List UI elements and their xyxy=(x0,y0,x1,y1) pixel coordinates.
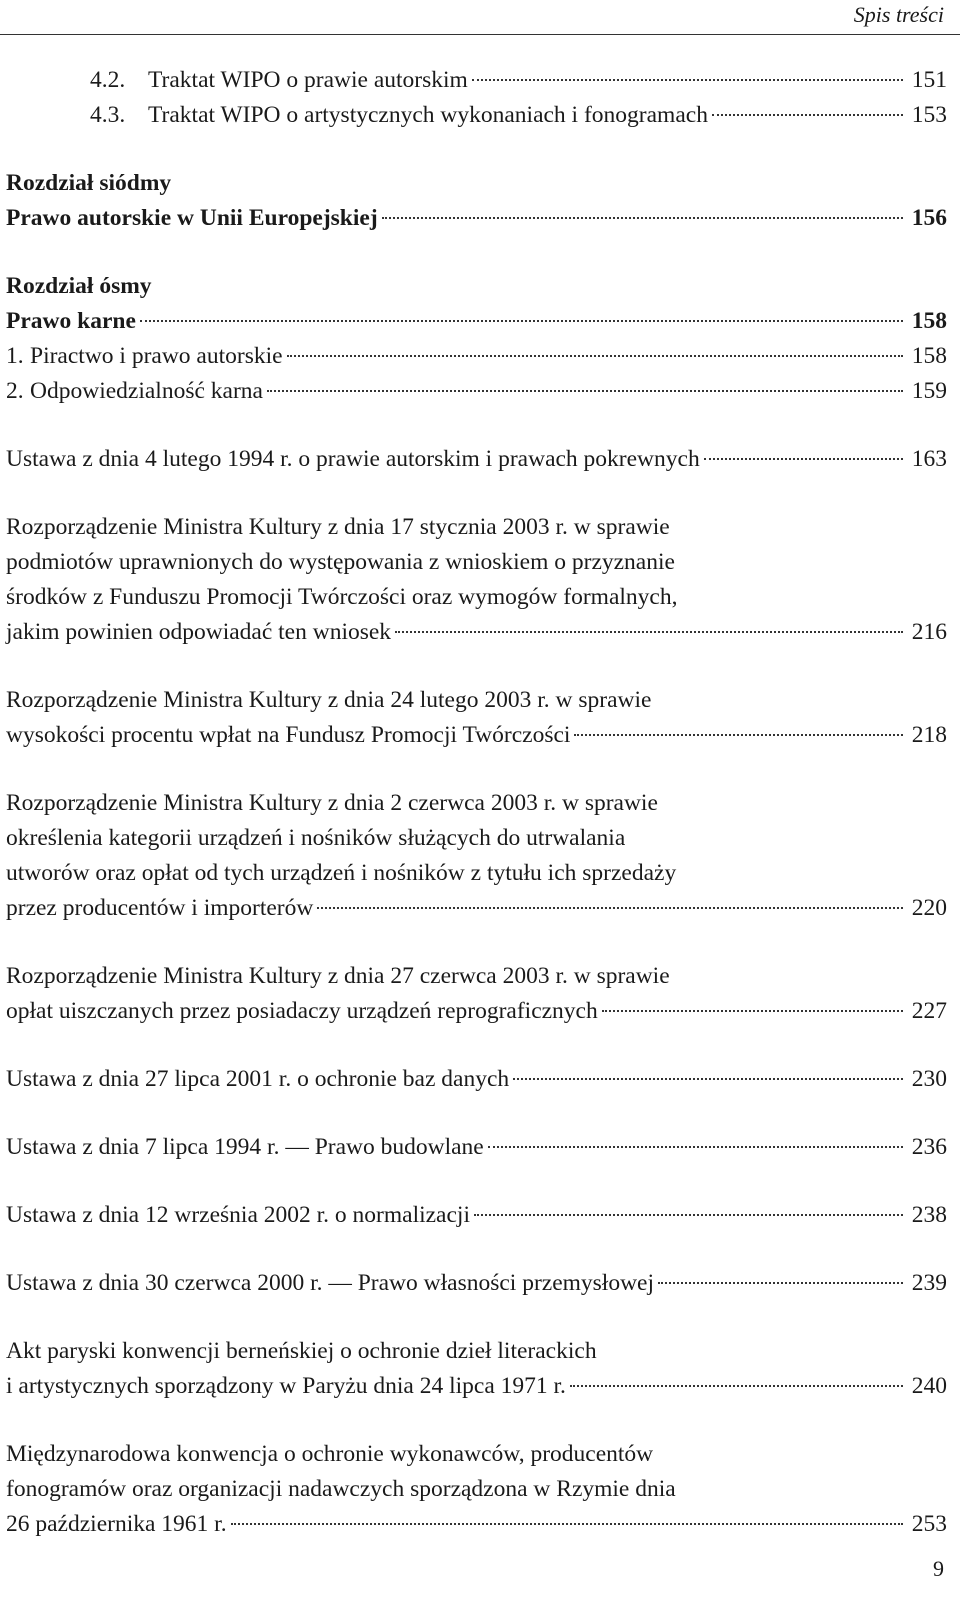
toc-page-number: 151 xyxy=(911,67,947,93)
toc-entry-title-line: Rozporządzenie Ministra Kultury z dnia 17 stycznia 2003 r. w sprawie xyxy=(6,514,670,540)
toc-entry-title: Traktat WIPO o prawie autorskim xyxy=(148,67,468,93)
toc-page-number: 163 xyxy=(911,446,947,472)
toc-entry-8-2[interactable] xyxy=(6,374,947,409)
toc-entry-title-line: Rozporządzenie Ministra Kultury z dnia 2 czerwca 2003 r. w sprawie xyxy=(6,790,658,816)
toc-entry-title: Ustawa z dnia 4 lutego 1994 r. o prawie autorskim i prawach pokrewnych xyxy=(6,446,700,472)
table-of-contents xyxy=(6,63,947,1542)
toc-entry-title-line: Międzynarodowa konwencja o ochronie wykonawców, producentów xyxy=(6,1441,654,1467)
toc-entry-title-line: fonogramów oraz organizacji nadawczych sporządzona w Rzymie dnia xyxy=(6,1476,676,1502)
toc-entry-number: 4.3. xyxy=(90,102,126,128)
header-rule xyxy=(0,34,960,35)
toc-entry-chapter-8[interactable] xyxy=(6,304,947,339)
toc-page-number: 230 xyxy=(911,1066,947,1092)
toc-page-number: 153 xyxy=(911,102,947,128)
dot-leader xyxy=(704,458,903,460)
toc-entry-title-line: opłat uiszczanych przez posiadaczy urządzeń reprograficznych xyxy=(6,998,598,1024)
toc-page-number: 239 xyxy=(911,1270,947,1296)
toc-entry-title-line: środków z Funduszu Promocji Twórczości oraz wymogów formalnych, xyxy=(6,584,678,610)
toc-entry-konwencja-rzymska[interactable] xyxy=(6,1437,947,1542)
toc-entry-title-line: i artystycznych sporządzony w Paryżu dnia 24 lipca 1971 r. xyxy=(6,1373,566,1399)
toc-entry-ustawa-bazy-danych[interactable] xyxy=(6,1062,947,1097)
toc-page-number: 238 xyxy=(911,1202,947,1228)
toc-entry-number: 1. xyxy=(6,343,24,369)
toc-entry-title: Ustawa z dnia 7 lipca 1994 r. — Prawo budowlane xyxy=(6,1134,484,1160)
toc-entry-8-1[interactable] xyxy=(6,339,947,374)
toc-page-number: 227 xyxy=(911,998,947,1024)
chapter-8-label: Rozdział ósmy xyxy=(6,273,152,299)
toc-entry-title-line: określenia kategorii urządzeń i nośników służących do utrwalania xyxy=(6,825,626,851)
toc-entry-title-line: przez producentów i importerów xyxy=(6,895,314,921)
toc-entry-prawo-budowlane[interactable] xyxy=(6,1130,947,1165)
dot-leader xyxy=(317,907,903,909)
toc-entry-rozporzadzenie-2-czerwca[interactable] xyxy=(6,786,947,926)
dot-leader xyxy=(513,1078,903,1080)
toc-entry-title: Traktat WIPO o artystycznych wykonaniach i fonogramach xyxy=(148,102,708,128)
toc-page-number: 156 xyxy=(911,205,947,231)
toc-entry-rozporzadzenie-17-stycznia[interactable] xyxy=(6,510,947,650)
toc-entry-4-3[interactable] xyxy=(6,98,947,133)
toc-entry-title: Ustawa z dnia 12 września 2002 r. o normalizacji xyxy=(6,1202,470,1228)
dot-leader xyxy=(472,79,903,81)
dot-leader xyxy=(712,114,903,116)
dot-leader xyxy=(287,355,903,357)
toc-entry-akt-paryski[interactable] xyxy=(6,1334,947,1404)
dot-leader xyxy=(395,631,903,633)
dot-leader xyxy=(231,1523,903,1525)
dot-leader xyxy=(658,1282,903,1284)
toc-entry-title: Prawo autorskie w Unii Europejskiej xyxy=(6,205,378,231)
toc-entry-4-2[interactable] xyxy=(6,63,947,98)
toc-entry-title-line: utworów oraz opłat od tych urządzeń i nośników z tytułu ich sprzedaży xyxy=(6,860,677,886)
dot-leader xyxy=(602,1010,903,1012)
toc-entry-title-line: Rozporządzenie Ministra Kultury z dnia 24 lutego 2003 r. w sprawie xyxy=(6,687,652,713)
toc-entry-title: Piractwo i prawo autorskie xyxy=(30,343,283,369)
toc-entry-rozporzadzenie-24-lutego[interactable] xyxy=(6,683,947,753)
toc-page-number: 158 xyxy=(911,308,947,334)
toc-entry-chapter-7[interactable] xyxy=(6,201,947,236)
dot-leader xyxy=(382,217,903,219)
toc-entry-ustawa-1994-prawo-autorskie[interactable] xyxy=(6,442,947,477)
toc-entry-number: 2. xyxy=(6,378,24,404)
toc-entry-title-line: wysokości procentu wpłat na Fundusz Promocji Twórczości xyxy=(6,722,571,748)
dot-leader xyxy=(488,1146,903,1148)
toc-entry-title: Odpowiedzialność karna xyxy=(30,378,263,404)
toc-page-number: 220 xyxy=(911,895,947,921)
toc-entry-title-line: podmiotów uprawnionych do występowania z wnioskiem o przyznanie xyxy=(6,549,675,575)
dot-leader xyxy=(140,320,903,322)
toc-entry-number: 4.2. xyxy=(90,67,126,93)
dot-leader xyxy=(574,734,903,736)
toc-entry-title-line: jakim powinien odpowiadać ten wniosek xyxy=(6,619,392,645)
dot-leader xyxy=(474,1214,903,1216)
toc-page-number: 253 xyxy=(911,1511,947,1537)
running-title: Spis treści xyxy=(853,2,944,27)
toc-entry-ustawa-normalizacja[interactable] xyxy=(6,1198,947,1233)
toc-entry-title-line: 26 października 1961 r. xyxy=(6,1511,227,1537)
toc-entry-rozporzadzenie-27-czerwca[interactable] xyxy=(6,959,947,1029)
toc-entry-title: Ustawa z dnia 30 czerwca 2000 r. — Prawo własności przemysłowej xyxy=(6,1270,655,1296)
page-number: 9 xyxy=(933,1556,944,1581)
toc-entry-title: Ustawa z dnia 27 lipca 2001 r. o ochronie baz danych xyxy=(6,1066,510,1092)
dot-leader xyxy=(570,1385,903,1387)
toc-entry-title-line: Akt paryski konwencji berneńskiej o ochronie dzieł literackich xyxy=(6,1338,597,1364)
toc-entry-prawo-wlasnosci-przemyslowej[interactable] xyxy=(6,1266,947,1301)
toc-page-number: 158 xyxy=(911,343,947,369)
toc-page-number: 236 xyxy=(911,1134,947,1160)
toc-page-number: 216 xyxy=(911,619,947,645)
toc-page-number: 240 xyxy=(911,1373,947,1399)
toc-entry-title-line: Rozporządzenie Ministra Kultury z dnia 27 czerwca 2003 r. w sprawie xyxy=(6,963,670,989)
toc-page-number: 218 xyxy=(911,722,947,748)
dot-leader xyxy=(267,390,903,392)
toc-page-number: 159 xyxy=(911,378,947,404)
toc-entry-title: Prawo karne xyxy=(6,308,136,334)
chapter-7-label: Rozdział siódmy xyxy=(6,170,172,196)
